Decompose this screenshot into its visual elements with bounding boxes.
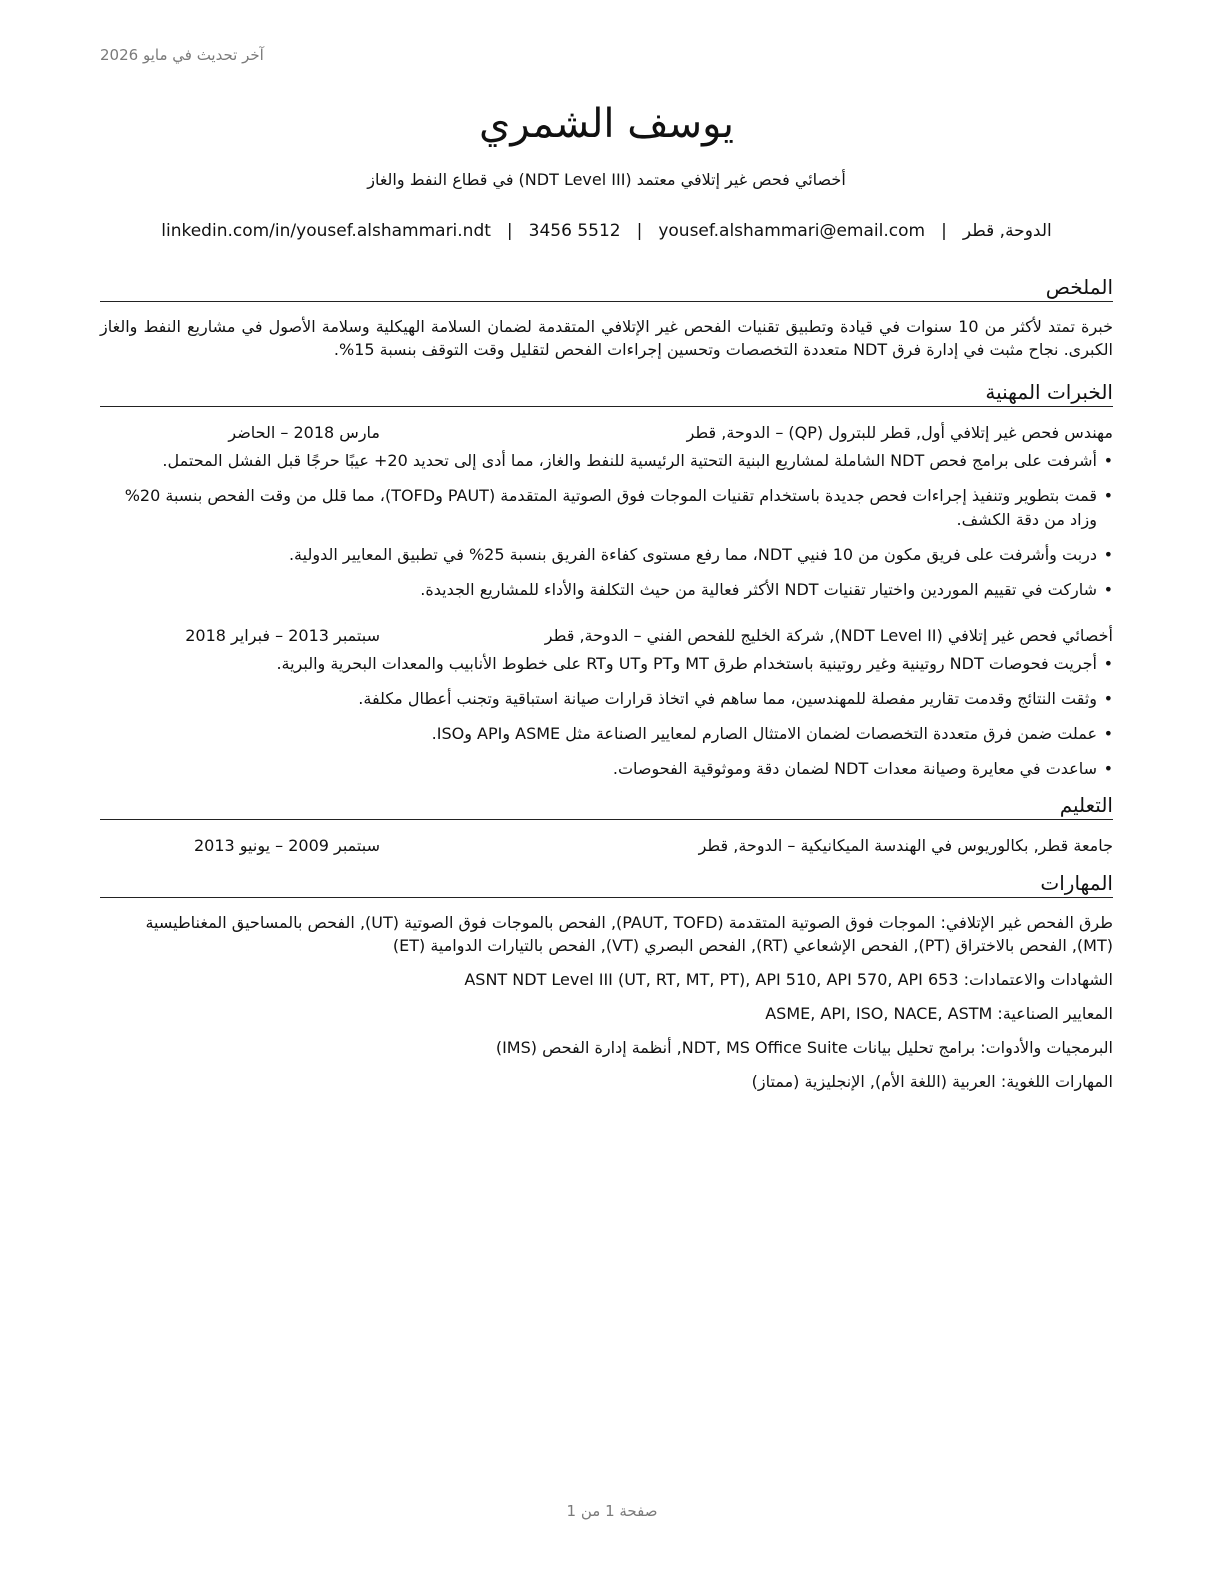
list-item: • أشرفت على برامج فحص NDT الشاملة لمشاريع البنية التحتية الرئيسية للنفط والغاز، مما أدى إلى تحديد 20+ عيبًا حرجًا قبل الفشل المحتمل. bbox=[100, 449, 1113, 473]
education-section bbox=[100, 792, 1113, 858]
contact-phone[interactable]: 3456 5512 bbox=[528, 221, 621, 241]
education-entry bbox=[100, 834, 1113, 858]
skill-line: طرق الفحص غير الإتلافي: الموجات فوق الصوتية المتقدمة (PAUT, TOFD), الفحص بالموجات فوق الصوتية (UT), الفحص بالمساحيق المغناطيسية (MT), الفحص بالاختراق (PT), الفحص الإشعاعي (RT), الفحص البصري (VT), الفحص بالتيارات الدوامية (ET) bbox=[145, 913, 1113, 955]
job-dates: مارس 2018 – الحاضر bbox=[228, 423, 380, 442]
summary-text: خبرة تمتد لأكثر من 10 سنوات في قيادة وتطبيق تقنيات الفحص غير الإتلافي المتقدمة لضمان السلامة الهيكلية وسلامة الأصول في مشاريع النفط والغاز الكبرى. نجاح مثبت في إدارة فرق NDT متعددة التخصصات وتحسين إجراءات الفحص لتقليل وقت التوقف بنسبة 15%. bbox=[100, 317, 1113, 359]
education-dates: سبتمبر 2009 – يونيو 2013 bbox=[193, 836, 380, 855]
experience-title: الخبرات المهنية bbox=[100, 379, 1113, 407]
contact-separator: | bbox=[941, 221, 947, 241]
job-role-org: أخصائي فحص غير إتلافي (NDT Level II), شركة الخليج للفحص الفني – الدوحة, قطر bbox=[544, 626, 1113, 645]
skill-line: المعايير الصناعية: ASME, API, ISO, NACE, ASTM bbox=[765, 1004, 1113, 1023]
list-item: • ساعدت في معايرة وصيانة معدات NDT لضمان دقة وموثوقية الفحوصات. bbox=[100, 757, 1113, 781]
skill-line: الشهادات والاعتمادات: ASNT NDT Level III (UT, RT, MT, PT), API 510, API 570, API 653 bbox=[464, 970, 1113, 989]
list-item: • وثقت النتائج وقدمت تقارير مفصلة للمهندسين، مما ساهم في اتخاذ قرارات صيانة استباقية وتجنب أعطال مكلفة. bbox=[100, 687, 1113, 711]
job-entry bbox=[100, 624, 1113, 781]
candidate-headline: أخصائي فحص غير إتلافي معتمد (NDT Level III) في قطاع النفط والغاز bbox=[367, 170, 846, 189]
job-header bbox=[100, 421, 1113, 445]
skill-line: المهارات اللغوية: العربية (اللغة الأم), الإنجليزية (ممتاز) bbox=[751, 1072, 1113, 1091]
contact-email[interactable]: yousef.alshammari@email.com bbox=[658, 221, 926, 241]
contact-separator: | bbox=[506, 221, 513, 241]
list-item: • عملت ضمن فرق متعددة التخصصات لضمان الامتثال الصارم لمعايير الصناعة مثل ASME وAPI وISO. bbox=[100, 722, 1113, 746]
job-bullets bbox=[100, 449, 1113, 602]
contact-linkedin[interactable]: linkedin.com/in/yousef.alshammari.ndt bbox=[161, 221, 491, 241]
job-role-org: مهندس فحص غير إتلافي أول, قطر للبترول (QP) – الدوحة, قطر bbox=[686, 423, 1113, 442]
list-item: • قمت بتطوير وتنفيذ إجراءات فحص جديدة باستخدام تقنيات الموجات فوق الصوتية المتقدمة (PAUT وTOFD)، مما قلل من وقت الفحص بنسبة 20% وزاد من دقة الكشف. bbox=[100, 484, 1113, 532]
summary-title: الملخص bbox=[100, 274, 1113, 302]
candidate-name: يوسف الشمري bbox=[479, 101, 734, 147]
contact-location: الدوحة, قطر bbox=[962, 221, 1052, 241]
list-item: • أجريت فحوصات NDT روتينية وغير روتينية باستخدام طرق MT وPT وUT وRT على خطوط الأنابيب والمعدات البحرية والبرية. bbox=[100, 652, 1113, 676]
job-bullets bbox=[100, 652, 1113, 781]
page-number: صفحة 1 من 1 bbox=[566, 1502, 658, 1520]
contact-line bbox=[100, 218, 1113, 244]
job-entry bbox=[100, 421, 1113, 602]
education-title: التعليم bbox=[100, 792, 1113, 820]
list-item: • دربت وأشرفت على فريق مكون من 10 فنيي NDT، مما رفع مستوى كفاءة الفريق بنسبة 25% في تطبيق المعايير الدولية. bbox=[100, 543, 1113, 567]
job-dates: سبتمبر 2013 – فبراير 2018 bbox=[185, 626, 380, 645]
resume-content bbox=[100, 96, 1113, 1093]
education-degree: جامعة قطر, بكالوريوس في الهندسة الميكانيكية – الدوحة, قطر bbox=[698, 836, 1113, 855]
contact-separator: | bbox=[636, 221, 643, 241]
experience-section bbox=[100, 379, 1113, 781]
job-header bbox=[100, 624, 1113, 648]
skills-section bbox=[100, 870, 1113, 1093]
summary-section bbox=[100, 274, 1113, 361]
skill-line: البرمجيات والأدوات: برامج تحليل بيانات NDT, MS Office Suite, أنظمة إدارة الفحص (IMS) bbox=[495, 1038, 1113, 1057]
list-item: • شاركت في تقييم الموردين واختيار تقنيات NDT الأكثر فعالية من حيث التكلفة والأداء للمشاريع الجديدة. bbox=[100, 578, 1113, 602]
skills-title: المهارات bbox=[100, 870, 1113, 898]
last-updated-note: آخر تحديث في مايو 2026 bbox=[100, 46, 264, 64]
